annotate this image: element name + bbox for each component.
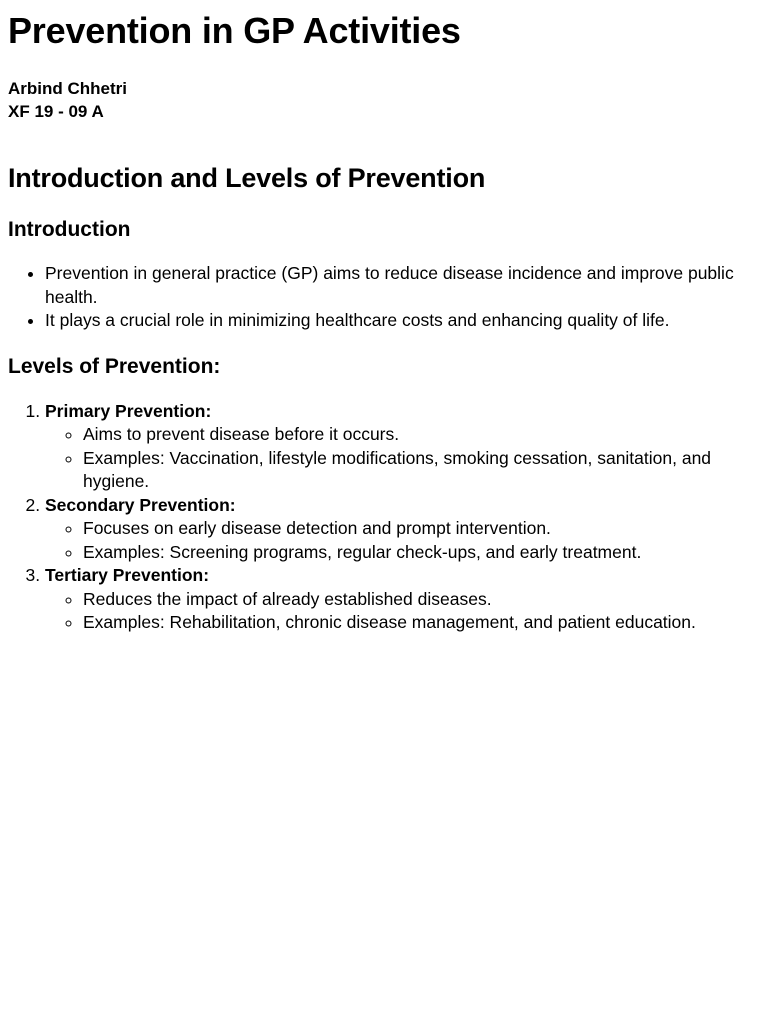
author-block: [8, 77, 760, 123]
level-item-tertiary: [45, 564, 760, 635]
introduction-heading: Introduction: [8, 218, 131, 241]
levels-list: [8, 400, 760, 635]
level-point: ◦ Reduces the impact of already established diseases.: [83, 588, 760, 612]
levels-heading: Levels of Prevention:: [8, 354, 221, 378]
section-heading: Introduction and Levels of Prevention: [8, 163, 486, 193]
level-point: ◦ Focuses on early disease detection and prompt intervention.: [83, 517, 760, 541]
level-point: ◦ Examples: Rehabilitation, chronic disease management, and patient education.: [83, 611, 760, 635]
level-item-primary: [45, 400, 760, 494]
introduction-list: [8, 262, 760, 333]
author-name: Arbind Chhetri: [8, 79, 127, 98]
level-points: [45, 517, 760, 564]
level-points: [45, 588, 760, 635]
level-item-secondary: [45, 494, 760, 565]
introduction-bullet: • It plays a crucial role in minimizing healthcare costs and enhancing quality of life.: [45, 309, 760, 333]
class-code: XF 19 - 09 A: [8, 102, 104, 121]
introduction-bullet: • Prevention in general practice (GP) aims to reduce disease incidence and improve public health.: [45, 262, 760, 309]
level-point: ◦ Examples: Vaccination, lifestyle modifications, smoking cessation, sanitation, and hygiene.: [83, 447, 760, 494]
level-title: Tertiary Prevention:: [45, 565, 210, 585]
level-points: [45, 423, 760, 494]
level-title: Secondary Prevention:: [45, 494, 236, 515]
document-title: Prevention in GP Activities: [8, 10, 461, 51]
level-point: ◦ Examples: Screening programs, regular check-ups, and early treatment.: [83, 541, 760, 565]
level-title: Primary Prevention:: [45, 400, 212, 421]
level-point: ◦ Aims to prevent disease before it occurs.: [83, 423, 760, 447]
